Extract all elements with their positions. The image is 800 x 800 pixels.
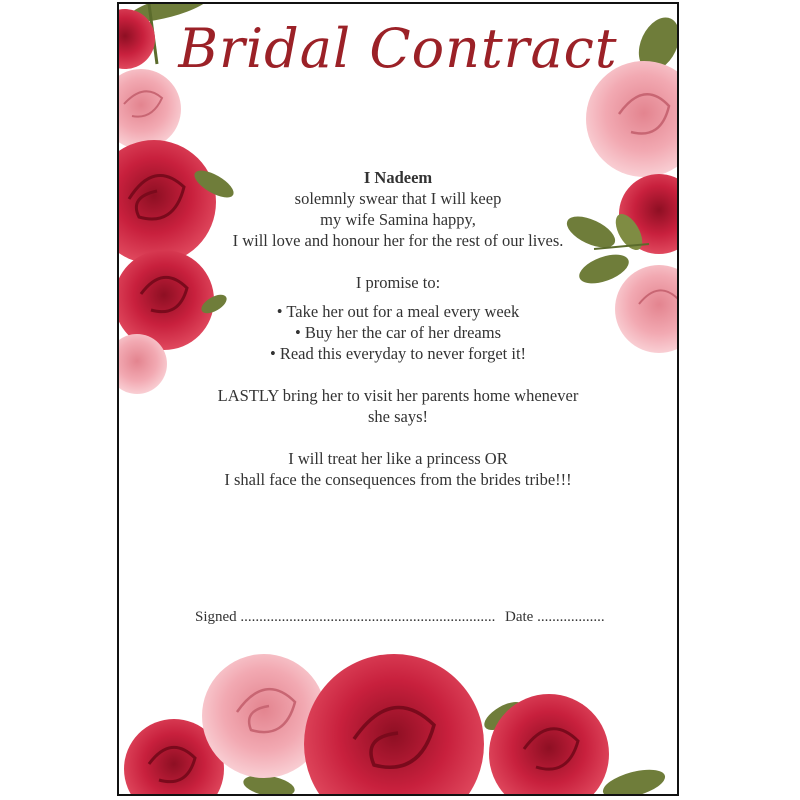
date-field[interactable]: Date .................. — [505, 609, 605, 625]
bottom-rose-cluster — [124, 654, 668, 796]
promise-item: • Read this everyday to never forget it! — [269, 344, 527, 363]
oath-line: I will love and honour her for the rest of our lives. — [232, 231, 564, 250]
oath-line: my wife Samina happy, — [320, 210, 476, 229]
lastly-line: she says! — [367, 407, 429, 426]
promise-item: • Buy her the car of her dreams — [295, 323, 501, 342]
oath-block — [159, 167, 637, 251]
closing-line: I will treat her like a princess OR — [288, 449, 508, 468]
closing-clause — [159, 448, 637, 490]
promise-item: • Take her out for a meal every week — [276, 302, 520, 321]
page-title: Bridal Contract — [178, 17, 618, 80]
signature-field[interactable]: Signed .................................................................... — [195, 609, 496, 625]
oath-line: solemnly swear that I will keep — [294, 189, 502, 208]
closing-line: I shall face the consequences from the brides tribe!!! — [224, 470, 572, 489]
promise-list — [159, 301, 637, 364]
lastly-line: LASTLY bring her to visit her parents home whenever — [217, 386, 579, 405]
lastly-clause — [159, 385, 637, 427]
promise-heading: I promise to: — [355, 273, 441, 292]
contract-card — [117, 2, 679, 796]
groom-name: I Nadeem — [363, 168, 433, 187]
